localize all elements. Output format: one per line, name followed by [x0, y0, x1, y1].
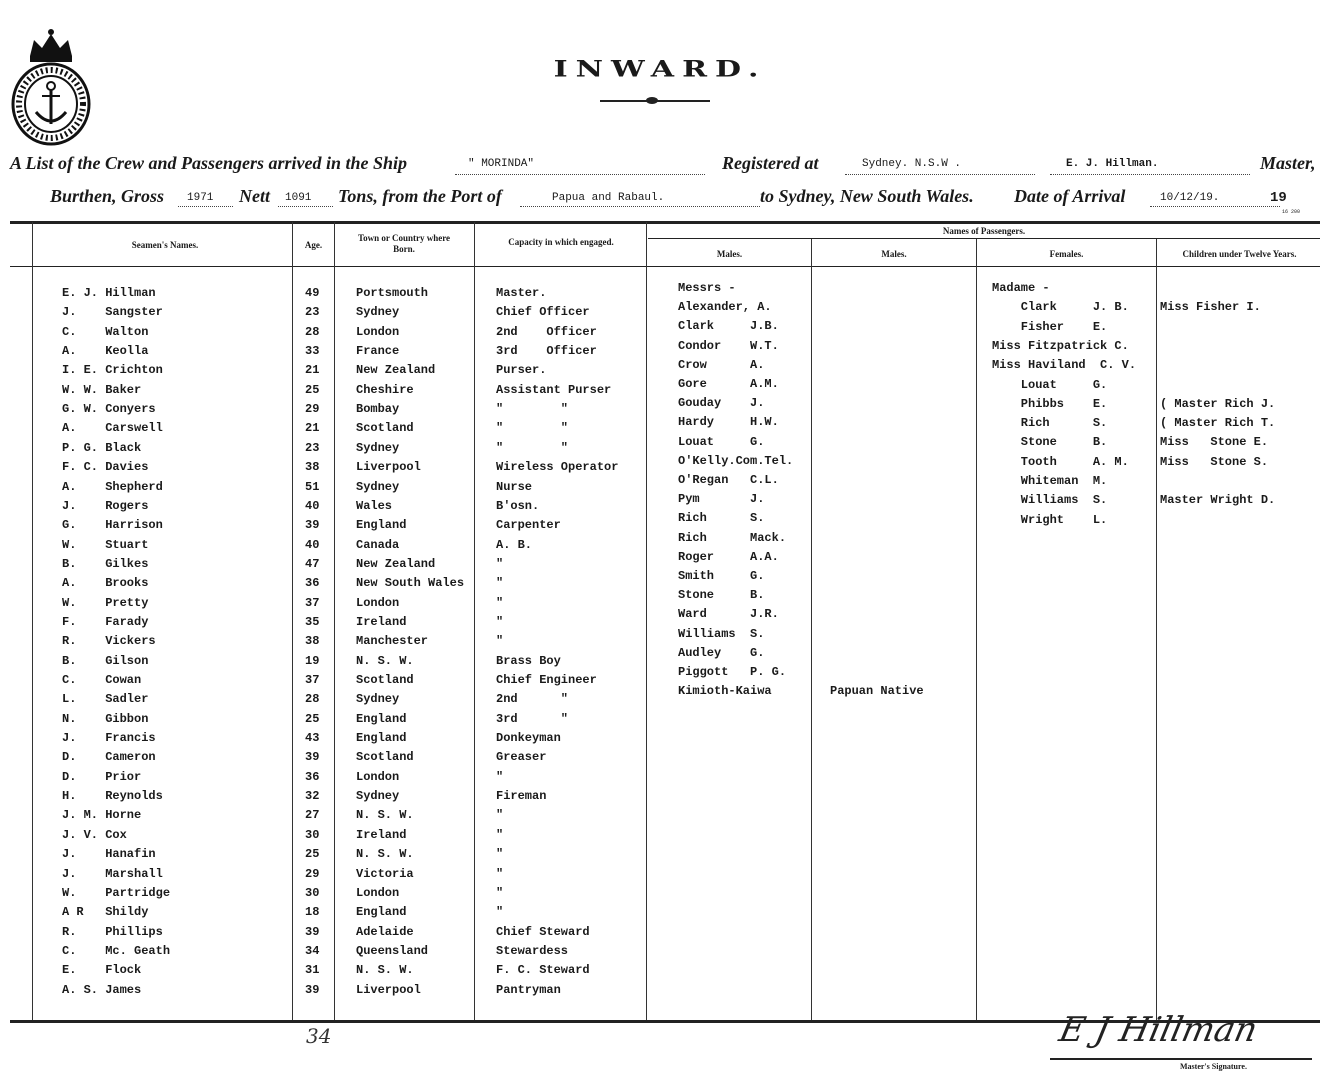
- crew-name: I. E. Crichton: [62, 363, 163, 377]
- col-divider-children: [1156, 239, 1157, 1020]
- female-passenger: Tooth A. M.: [992, 455, 1129, 469]
- crew-age: 39: [305, 518, 320, 532]
- male-passenger: Ward J.R.: [678, 607, 779, 621]
- crew-age: 30: [305, 828, 320, 842]
- crew-birthplace: N. S. W.: [356, 963, 414, 977]
- crew-name: D. Prior: [62, 770, 142, 784]
- col-head-name: Seamen's Names.: [131, 240, 199, 250]
- crew-capacity: B'osn.: [496, 499, 540, 513]
- crew-age: 36: [305, 576, 320, 590]
- female-passenger: Miss Fitzpatrick C.: [992, 339, 1129, 353]
- col-head-females: Females.: [1049, 249, 1084, 259]
- master-signature: E J Hillman: [1055, 1010, 1262, 1050]
- crew-age: 40: [305, 538, 320, 552]
- destination-label: to Sydney, New South Wales.: [760, 186, 974, 206]
- crew-age: 28: [305, 325, 320, 339]
- arrival-date: 10/12/19.: [1160, 192, 1220, 204]
- col-head-males1: Males.: [716, 249, 743, 259]
- crew-capacity: ": [496, 596, 504, 610]
- crew-birthplace: Queensland: [356, 944, 429, 958]
- crew-capacity: Assistant Purser: [496, 383, 612, 397]
- crew-name: J. Hanafin: [62, 847, 156, 861]
- male-passenger: Hardy H.W.: [678, 415, 779, 429]
- crew-name: J. V. Cox: [62, 828, 127, 842]
- crew-birthplace: Portsmouth: [356, 286, 429, 300]
- male-passenger: Louat G.: [678, 435, 765, 449]
- crew-age: 39: [305, 925, 320, 939]
- crew-birthplace: Liverpool: [356, 983, 421, 997]
- gross-underline: [178, 206, 233, 207]
- crew-age: 43: [305, 731, 320, 745]
- crew-capacity: Pantryman: [496, 983, 561, 997]
- crew-name: G. W. Conyers: [62, 402, 156, 416]
- registered-label: Registered at: [722, 153, 819, 173]
- crew-birthplace: Ireland: [356, 828, 407, 842]
- crew-age: 38: [305, 634, 320, 648]
- crew-birthplace: Liverpool: [356, 460, 421, 474]
- child-passenger: ( Master Rich T.: [1160, 416, 1276, 430]
- crew-name: W. Partridge: [62, 886, 171, 900]
- crew-capacity: ": [496, 808, 504, 822]
- male-passenger: Audley G.: [678, 646, 765, 660]
- male-passenger: Condor W.T.: [678, 339, 779, 353]
- crew-birthplace: Manchester: [356, 634, 429, 648]
- male-passenger: Piggott P. G.: [678, 665, 787, 679]
- col-head-males2: Males.: [881, 249, 907, 259]
- crew-name: B. Gilson: [62, 654, 149, 668]
- col-head-age: Age.: [304, 240, 323, 250]
- crew-age: 18: [305, 905, 320, 919]
- crew-birthplace: Victoria: [356, 867, 414, 881]
- crew-name: C. Walton: [62, 325, 149, 339]
- crew-age: 23: [305, 305, 320, 319]
- form-number: 16 200: [1282, 209, 1301, 215]
- crew-name: W. Pretty: [62, 596, 149, 610]
- crew-capacity: Greaser: [496, 750, 547, 764]
- crown-anchor-seal-icon: [10, 26, 92, 146]
- table-top-rule: [10, 221, 1320, 224]
- female-passenger: Rich S.: [992, 416, 1108, 430]
- crew-name: P. G. Black: [62, 441, 142, 455]
- female-passenger: Williams S.: [992, 493, 1108, 507]
- female-passenger: Phibbs E.: [992, 397, 1108, 411]
- crew-birthplace: Sydney: [356, 441, 400, 455]
- female-passenger: Wright L.: [992, 513, 1108, 527]
- crew-age: 39: [305, 750, 320, 764]
- crew-capacity: " ": [496, 421, 569, 435]
- signature-line: [1050, 1058, 1312, 1060]
- crew-age: 21: [305, 363, 320, 377]
- crew-age: 23: [305, 441, 320, 455]
- col-head-children: Children under Twelve Years.: [1182, 249, 1297, 259]
- burthen-label: Burthen, Gross: [50, 186, 165, 206]
- crew-capacity: Stewardess: [496, 944, 569, 958]
- crew-age: 32: [305, 789, 320, 803]
- crew-birthplace: N. S. W.: [356, 654, 414, 668]
- crew-age: 39: [305, 983, 320, 997]
- arrival-label: Date of Arrival: [1014, 186, 1126, 206]
- year-suffix: 19: [1270, 190, 1287, 206]
- female-passenger: Clark J. B.: [992, 300, 1129, 314]
- crew-birthplace: England: [356, 518, 407, 532]
- crew-birthplace: Scotland: [356, 750, 414, 764]
- crew-age: 51: [305, 480, 320, 494]
- crew-name: H. Reynolds: [62, 789, 163, 803]
- nett-tons: 1091: [285, 192, 312, 204]
- crew-name: C. Cowan: [62, 673, 142, 687]
- crew-name: J. Rogers: [62, 499, 149, 513]
- crew-birthplace: Sydney: [356, 789, 400, 803]
- crew-name: E. Flock: [62, 963, 142, 977]
- male-passenger: Pym J.: [678, 492, 765, 506]
- ship-underline: [455, 174, 705, 175]
- col-divider-age: [292, 222, 293, 1020]
- crew-name: L. Sadler: [62, 692, 149, 706]
- registered-port: Sydney. N.S.W .: [862, 158, 962, 170]
- crew-capacity: Chief Steward: [496, 925, 590, 939]
- crew-capacity: ": [496, 905, 504, 919]
- crew-name: A. S. James: [62, 983, 142, 997]
- crew-birthplace: Wales: [356, 499, 393, 513]
- crew-capacity: Chief Officer: [496, 305, 590, 319]
- crew-age: 37: [305, 673, 320, 687]
- crew-capacity: ": [496, 828, 504, 842]
- crew-birthplace: France: [356, 344, 400, 358]
- crew-count: 34: [306, 1024, 332, 1048]
- child-passenger: Miss Fisher I.: [1160, 300, 1261, 314]
- crew-capacity: ": [496, 867, 504, 881]
- male-passenger: Messrs -: [678, 281, 736, 295]
- crew-name: A. Carswell: [62, 421, 163, 435]
- master-underline: [1050, 174, 1250, 175]
- crew-birthplace: England: [356, 905, 407, 919]
- gross-tons: 1971: [187, 192, 214, 204]
- nett-label: Nett: [239, 186, 270, 206]
- crew-name: A. Shepherd: [62, 480, 163, 494]
- passenger-head-rule: [648, 238, 1320, 239]
- female-passenger: Stone B.: [992, 435, 1108, 449]
- female-passenger: Madame -: [992, 281, 1050, 295]
- col-divider-males2: [811, 239, 812, 1020]
- child-passenger: Miss Stone E.: [1160, 435, 1269, 449]
- crew-birthplace: London: [356, 325, 400, 339]
- crew-capacity: ": [496, 576, 504, 590]
- page-title: INWARD.: [553, 56, 767, 83]
- registered-underline: [845, 174, 1035, 175]
- crew-name: W. Stuart: [62, 538, 149, 552]
- crew-birthplace: New Zealand: [356, 557, 436, 571]
- master-name: E. J. Hillman.: [1066, 158, 1159, 170]
- signature-caption: Master's Signature.: [1180, 1062, 1247, 1071]
- crew-capacity: Purser.: [496, 363, 547, 377]
- crew-capacity: Carpenter: [496, 518, 561, 532]
- crew-name: E. J. Hillman: [62, 286, 156, 300]
- crew-age: 21: [305, 421, 320, 435]
- crew-name: D. Cameron: [62, 750, 156, 764]
- crew-capacity: Nurse: [496, 480, 533, 494]
- male-passenger: O'Regan C.L.: [678, 473, 779, 487]
- child-passenger: Miss Stone S.: [1160, 455, 1269, 469]
- male-passenger: Rich Mack.: [678, 531, 787, 545]
- ship-name: " MORINDA": [468, 158, 535, 170]
- male-passenger: O'Kelly.Com.Tel.: [678, 454, 794, 468]
- crew-birthplace: N. S. W.: [356, 808, 414, 822]
- female-passenger: Fisher E.: [992, 320, 1108, 334]
- crew-birthplace: New Zealand: [356, 363, 436, 377]
- port-underline: [520, 206, 760, 207]
- crew-birthplace: Scotland: [356, 421, 414, 435]
- crew-capacity: 2nd ": [496, 692, 569, 706]
- crew-age: 30: [305, 886, 320, 900]
- crew-capacity: Wireless Operator: [496, 460, 619, 474]
- male-passenger: Roger A.A.: [678, 550, 779, 564]
- col-divider-passengers: [646, 222, 647, 1020]
- col-head-born: Town or Country where Born.: [357, 233, 451, 254]
- crew-capacity: Brass Boy: [496, 654, 561, 668]
- female-passenger: Louat G.: [992, 378, 1108, 392]
- line1-label: A List of the Crew and Passengers arrived in the Ship: [10, 153, 408, 173]
- crew-age: 36: [305, 770, 320, 784]
- crew-birthplace: Canada: [356, 538, 400, 552]
- table-head-rule: [10, 266, 1320, 267]
- crew-age: 27: [305, 808, 320, 822]
- crew-age: 37: [305, 596, 320, 610]
- crew-birthplace: England: [356, 712, 407, 726]
- male-passenger: Gore A.M.: [678, 377, 779, 391]
- crew-birthplace: Bombay: [356, 402, 400, 416]
- crew-birthplace: London: [356, 886, 400, 900]
- col-divider-females: [976, 239, 977, 1020]
- crew-age: 47: [305, 557, 320, 571]
- crew-name: N. Gibbon: [62, 712, 149, 726]
- crew-capacity: 3rd Officer: [496, 344, 597, 358]
- nett-underline: [278, 206, 333, 207]
- crew-capacity: 2nd Officer: [496, 325, 597, 339]
- crew-name: J. Sangster: [62, 305, 163, 319]
- crew-age: 29: [305, 402, 320, 416]
- crew-age: 40: [305, 499, 320, 513]
- crew-age: 25: [305, 383, 320, 397]
- crew-name: J. Marshall: [62, 867, 163, 881]
- crew-age: 25: [305, 847, 320, 861]
- col-divider-capacity: [474, 222, 475, 1020]
- title-ornament: [646, 97, 658, 104]
- col-head-capacity: Capacity in which engaged.: [508, 237, 614, 247]
- crew-name: A. Keolla: [62, 344, 149, 358]
- crew-name: R. Vickers: [62, 634, 156, 648]
- male-passenger: Rich S.: [678, 511, 765, 525]
- crew-capacity: ": [496, 634, 504, 648]
- crew-capacity: " ": [496, 441, 569, 455]
- crew-birthplace: Scotland: [356, 673, 414, 687]
- master-label: Master,: [1260, 153, 1316, 173]
- crew-capacity: F. C. Steward: [496, 963, 590, 977]
- crew-capacity: 3rd ": [496, 712, 569, 726]
- crew-name: B. Gilkes: [62, 557, 149, 571]
- crew-capacity: ": [496, 557, 504, 571]
- child-passenger: Master Wright D.: [1160, 493, 1276, 507]
- crew-name: G. Harrison: [62, 518, 163, 532]
- crew-birthplace: Adelaide: [356, 925, 414, 939]
- crew-age: 28: [305, 692, 320, 706]
- crew-capacity: Fireman: [496, 789, 547, 803]
- crew-birthplace: N. S. W.: [356, 847, 414, 861]
- crew-capacity: ": [496, 615, 504, 629]
- crew-birthplace: Sydney: [356, 692, 400, 706]
- col-divider-born: [334, 222, 335, 1020]
- crew-name: J. M. Horne: [62, 808, 142, 822]
- crew-birthplace: Sydney: [356, 305, 400, 319]
- male-passenger: Crow A.: [678, 358, 765, 372]
- arrival-underline: [1150, 206, 1280, 207]
- crew-capacity: Donkeyman: [496, 731, 561, 745]
- male-passenger: Williams S.: [678, 627, 765, 641]
- male-passenger-note: Papuan Native: [830, 684, 924, 698]
- port-of-departure: Papua and Rabaul.: [552, 192, 665, 204]
- male-passenger: Kimioth-Kaiwa: [678, 684, 772, 698]
- crew-name: A R Shildy: [62, 905, 149, 919]
- crew-name: W. W. Baker: [62, 383, 142, 397]
- crew-name: F. C. Davies: [62, 460, 149, 474]
- crew-capacity: ": [496, 886, 504, 900]
- crew-birthplace: London: [356, 770, 400, 784]
- female-passenger: Miss Haviland C. V.: [992, 358, 1137, 372]
- crew-birthplace: Cheshire: [356, 383, 414, 397]
- male-passenger: Clark J.B.: [678, 319, 779, 333]
- crew-name: R. Phillips: [62, 925, 163, 939]
- crew-age: 19: [305, 654, 320, 668]
- male-passenger: Alexander, A.: [678, 300, 772, 314]
- crew-capacity: Chief Engineer: [496, 673, 597, 687]
- crew-age: 49: [305, 286, 320, 300]
- crew-birthplace: London: [356, 596, 400, 610]
- child-passenger: ( Master Rich J.: [1160, 397, 1276, 411]
- crew-age: 38: [305, 460, 320, 474]
- crew-name: F. Farady: [62, 615, 149, 629]
- crew-birthplace: England: [356, 731, 407, 745]
- crew-age: 33: [305, 344, 320, 358]
- crew-birthplace: Sydney: [356, 480, 400, 494]
- crew-age: 25: [305, 712, 320, 726]
- crew-age: 31: [305, 963, 320, 977]
- female-passenger: Whiteman M.: [992, 474, 1108, 488]
- crew-capacity: A. B.: [496, 538, 533, 552]
- col-head-passengers: Names of Passengers.: [942, 226, 1026, 236]
- crew-name: C. Mc. Geath: [62, 944, 171, 958]
- crew-capacity: Master.: [496, 286, 547, 300]
- crew-name: A. Brooks: [62, 576, 149, 590]
- crew-age: 34: [305, 944, 320, 958]
- crew-capacity: " ": [496, 402, 569, 416]
- tons-label: Tons, from the Port of: [338, 186, 502, 206]
- crew-birthplace: New South Wales: [356, 576, 465, 590]
- crew-name: J. Francis: [62, 731, 156, 745]
- crew-age: 35: [305, 615, 320, 629]
- crew-capacity: ": [496, 770, 504, 784]
- male-passenger: Gouday J.: [678, 396, 765, 410]
- male-passenger: Smith G.: [678, 569, 765, 583]
- margin-line: [32, 222, 33, 1020]
- crew-birthplace: Ireland: [356, 615, 407, 629]
- crew-age: 29: [305, 867, 320, 881]
- crew-capacity: ": [496, 847, 504, 861]
- male-passenger: Stone B.: [678, 588, 765, 602]
